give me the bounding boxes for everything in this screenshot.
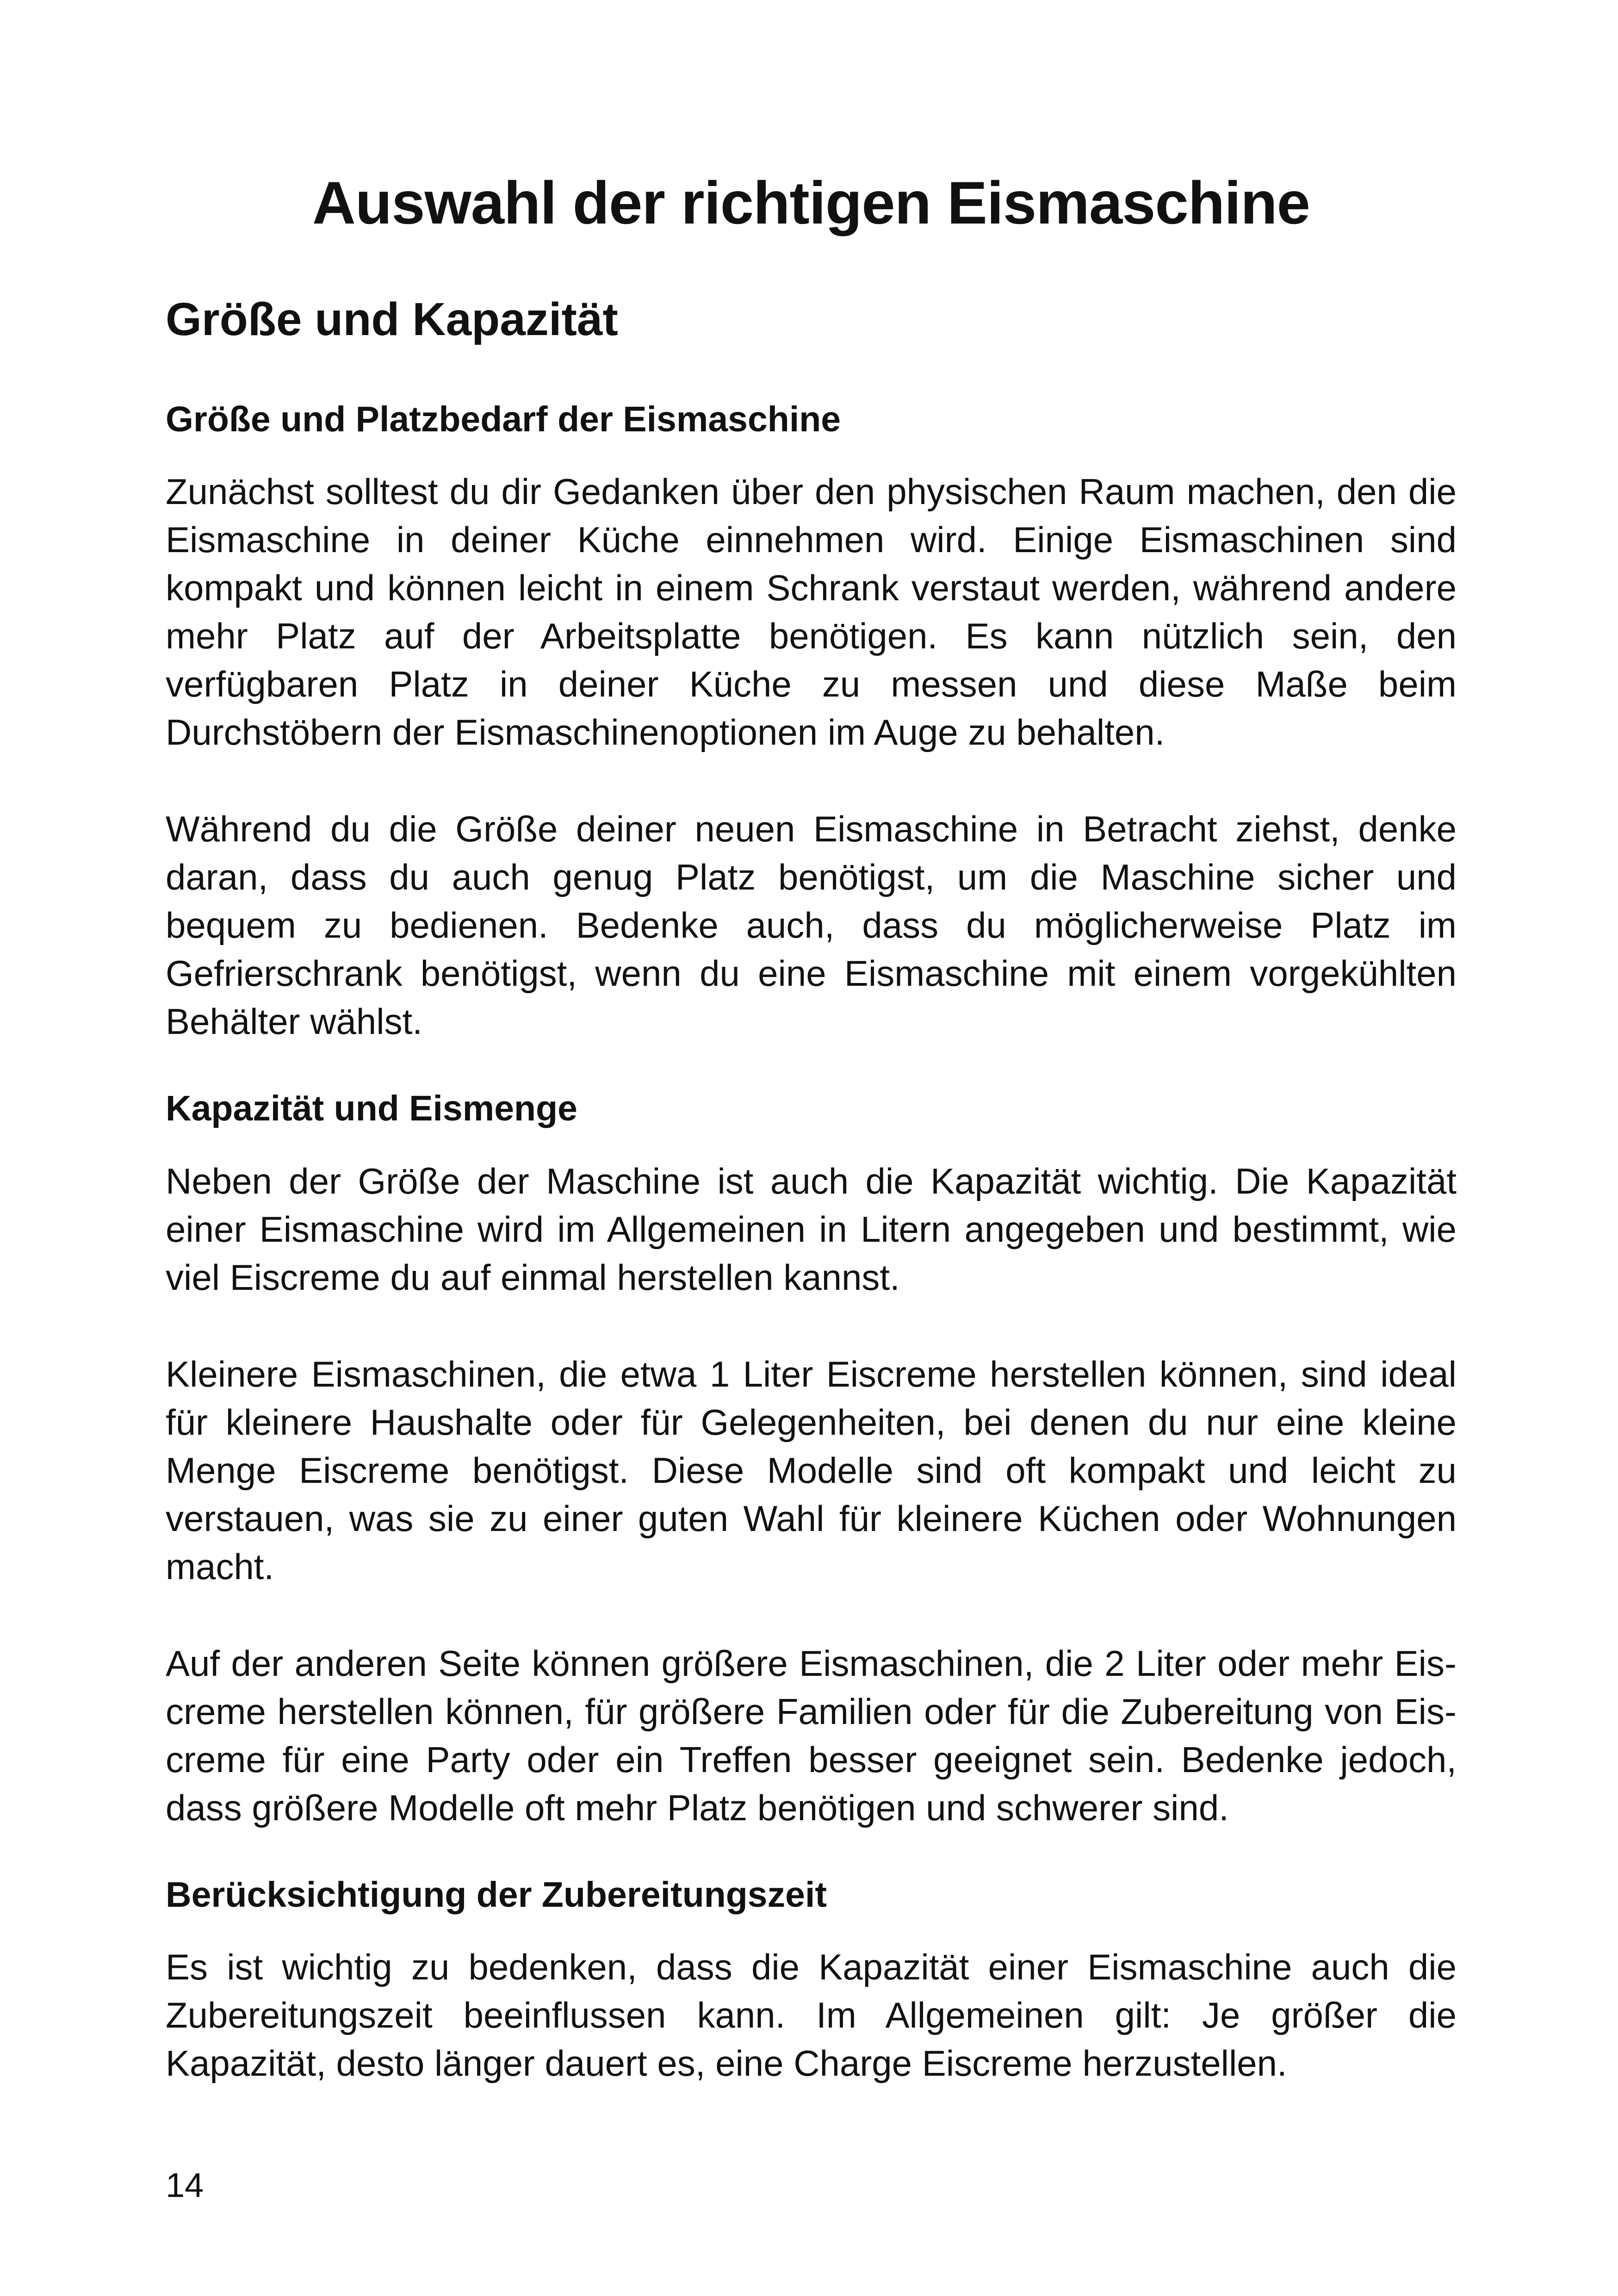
subsection-capacity (166, 1087, 1457, 1831)
subsection-title: Berücksichtigung der Zubereitungszeit (166, 1874, 827, 1915)
subsection-title: Kapazität und Eismenge (166, 1089, 577, 1129)
document-page (166, 0, 1457, 2296)
section-title: Größe und Kapazität (166, 293, 618, 345)
subsection-title: Größe und Platzbedarf der Eismaschine (166, 399, 841, 439)
paragraph: Auf der anderen Seite können größere Eismaschinen, die 2 Liter oder mehr Eiscreme herstellen können, für größere Familien oder für die Zubereitung von Eiscreme für eine Party oder ein Treffen besser geeignet sein. Bedenke jedoch, dass größere Modelle oft mehr Platz benötigen und schwerer sind. (166, 1643, 1457, 1828)
paragraph: Zunächst solltest du dir Gedanken über den physischen Raum machen, den die Eismaschine in deiner Küche einnehmen wird. Einige Eismaschinen sind kompakt und können leicht in einem Schrank verstaut werden, während andere mehr Platz auf der Arbeitsplatte benötigen. Es kann nützlich sein, den verfügbaren Platz in deiner Küche zu messen und diese Maße beim Durchstöbern der Eismaschinenoptionen im Auge zu behalten. (166, 471, 1457, 753)
paragraph: Neben der Größe der Maschine ist auch die Kapazität wichtig. Die Kapazität einer Eismaschine wird im Allgemeinen in Litern angegeben und bestimmt, wie viel Eiscreme du auf einmal herstellen kannst. (166, 1160, 1457, 1298)
page-content (166, 398, 1457, 2136)
paragraph: Kleinere Eismaschinen, die etwa 1 Liter Eiscreme herstellen können, sind ideal für kleinere Haushalte oder für Gelegenheiten, bei denen du nur eine kleine Menge Eiscreme benötigst. Diese Modelle sind oft kompakt und leicht zu verstauen, was sie zu einer guten Wahl für kleinere Küchen oder Wohnungen macht. (166, 1353, 1457, 1587)
page-title: Auswahl der richtigen Eismaschine (312, 169, 1310, 236)
subsection-size-space (166, 398, 1457, 1045)
paragraph: Es ist wichtig zu bedenken, dass die Kapazität einer Eismaschine auch die Zubereitungszeit beeinflussen kann. Im Allgemeinen gilt: Je größer die Kapazität, desto länger dauert es, eine Charge Eiscreme herzustellen. (166, 1947, 1457, 2084)
page-number: 14 (166, 2166, 204, 2204)
subsection-preparation-time (166, 1873, 1457, 2087)
paragraph: Während du die Größe deiner neuen Eismaschine in Betracht ziehst, denke daran, dass du auch genug Platz benötigst, um die Maschine sicher und bequem zu bedienen. Bedenke auch, dass du möglicherweise Platz im Gefrierschrank benötigst, wenn du eine Eismaschine mit einem vorgekühlten Behälter wählst. (166, 809, 1457, 1042)
